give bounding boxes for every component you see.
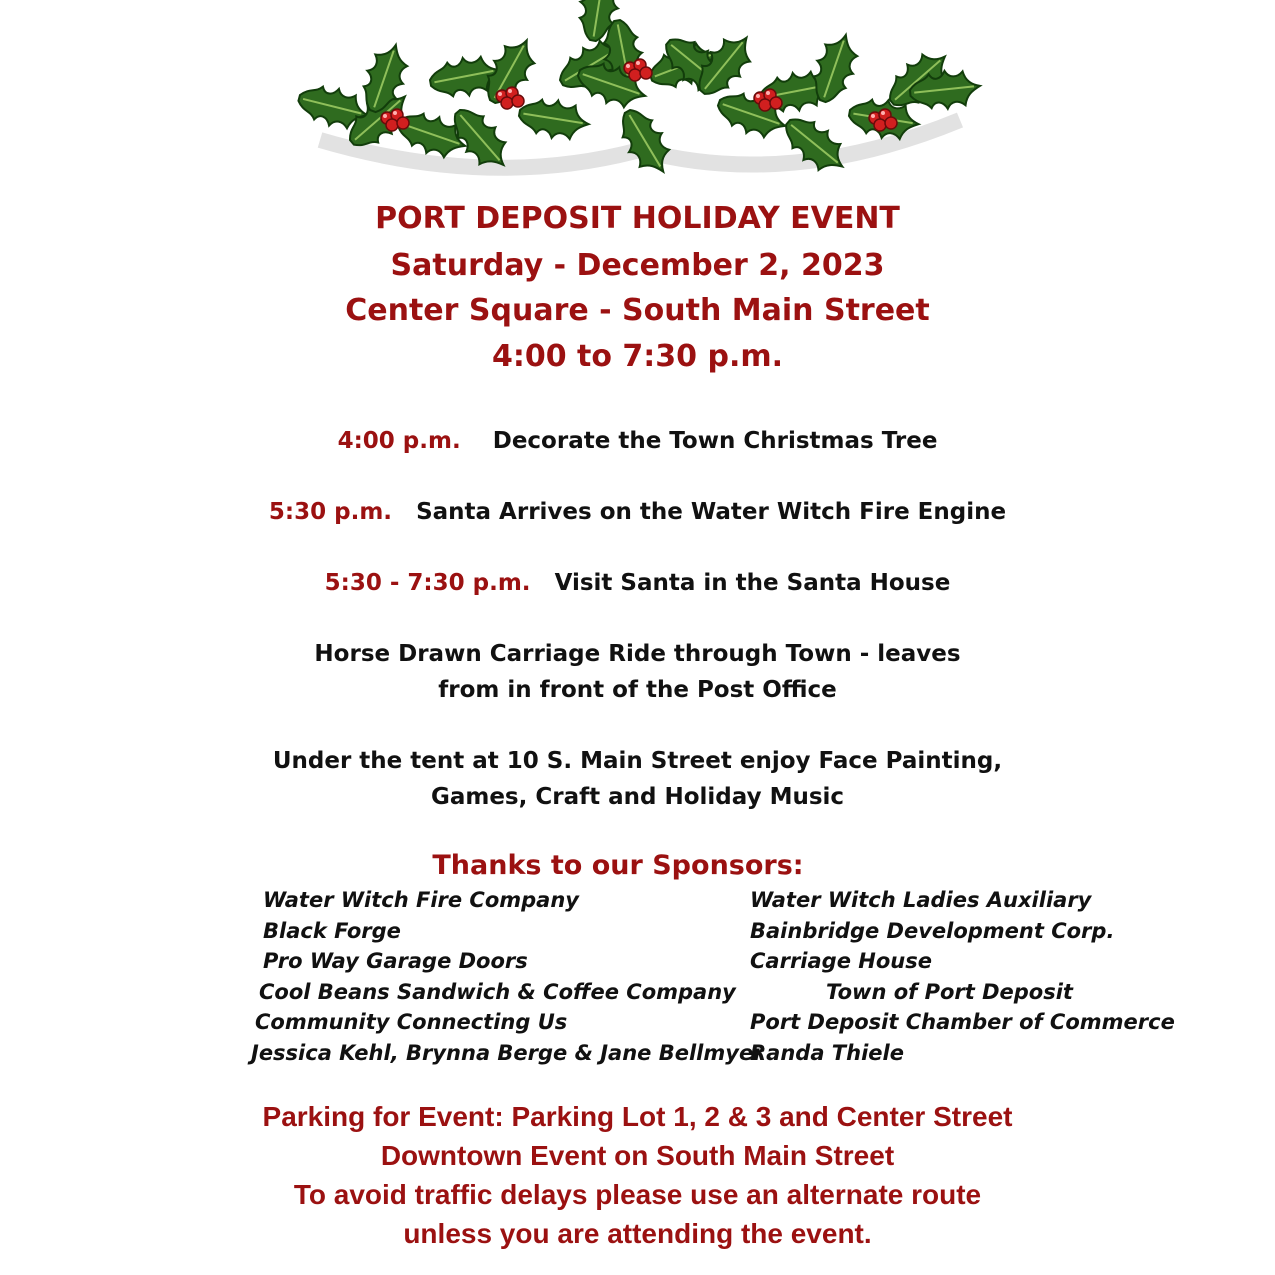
carriage-line-2: from in front of the Post Office [438,677,837,703]
event-location: Center Square - South Main Street [345,293,930,328]
tent-line-2: Games, Craft and Holiday Music [430,784,845,810]
sponsor-right: Randa Thiele [750,1041,904,1065]
schedule-time: 4:00 p.m. [337,428,461,454]
parking-info [0,1097,1275,1253]
tent-line-1: Under the tent at 10 S. Main Street enjoy Face Painting, [272,748,1003,774]
sponsor-left: Black Forge [263,919,401,943]
sponsor-left: Jessica Kehl, Brynna Berge & Jane Bellmyer [251,1041,764,1065]
schedule-desc: Visit Santa in the Santa House [554,570,951,596]
parking-line-2: Downtown Event on South Main Street [380,1140,895,1171]
holly-garland-icon [290,0,990,185]
sponsor-right: Port Deposit Chamber of Commerce [750,1010,1175,1034]
sponsor-left: Cool Beans Sandwich & Coffee Company [259,980,736,1004]
sponsor-right: Water Witch Ladies Auxiliary [750,888,1092,912]
schedule-desc: Santa Arrives on the Water Witch Fire Engine [416,499,1007,525]
sponsors-heading: Thanks to our Sponsors: [432,850,804,881]
sponsor-right: Bainbridge Development Corp. [750,919,1115,943]
sponsor-left: Community Connecting Us [255,1010,568,1034]
parking-line-1: Parking for Event: Parking Lot 1, 2 & 3 and Center Street [262,1101,1013,1132]
schedule-item [0,428,1275,454]
schedule-time: 5:30 - 7:30 p.m. [324,570,531,596]
event-hours: 4:00 to 7:30 p.m. [491,339,784,374]
sponsor-right: Carriage House [750,949,932,973]
sponsor-left: Water Witch Fire Company [263,888,579,912]
parking-line-4: unless you are attending the event. [403,1218,872,1249]
parking-line-3: To avoid traffic delays please use an alternate route [293,1179,982,1210]
schedule-item [0,499,1275,525]
sponsor-left: Pro Way Garage Doors [263,949,528,973]
schedule-time: 5:30 p.m. [268,499,393,525]
event-title: PORT DEPOSIT HOLIDAY EVENT [375,201,900,236]
schedule-item [0,570,1275,596]
event-date: Saturday - December 2, 2023 [390,248,885,283]
schedule-desc: Decorate the Town Christmas Tree [492,428,938,454]
carriage-line-1: Horse Drawn Carriage Ride through Town - leaves [314,641,961,667]
sponsor-right: Town of Port Deposit [826,980,1073,1004]
